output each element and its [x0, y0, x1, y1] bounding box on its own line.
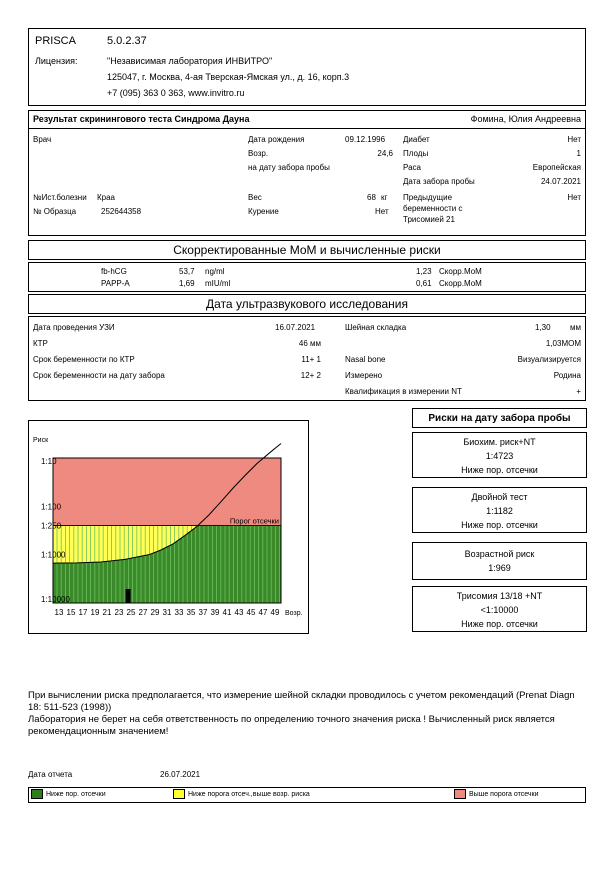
prev-value: Нет [567, 193, 581, 202]
smoking-label: Курение [248, 207, 279, 216]
legend-swatch-red [454, 789, 466, 799]
us-title-box [28, 294, 586, 314]
sample-no-label: № Образца [33, 207, 77, 216]
x-tick-label: 41 [222, 608, 232, 617]
measured-value: Родина [553, 371, 581, 380]
term-ktr-label: Срок беременности по КТР [33, 355, 135, 364]
risk-card [412, 542, 587, 580]
legend-label: Ниже пор. отсечки [46, 791, 106, 798]
x-tick-label: 37 [198, 608, 208, 617]
app-version: 5.0.2.37 [107, 35, 147, 47]
license-label: Лицензия: [35, 56, 78, 66]
ktr-label: КТР [33, 339, 48, 348]
legend-swatch-green [31, 789, 43, 799]
y-tick-label: 1:10 [41, 457, 57, 466]
nasal-value: Визуализируется [517, 355, 581, 364]
sample-no-value: 252644358 [101, 207, 142, 216]
mom-row-unit: mIU/ml [205, 279, 231, 288]
risk-value: 1:969 [488, 563, 511, 573]
qual-value: + [576, 387, 581, 396]
us-date-label: Дата проведения УЗИ [33, 323, 115, 332]
dob-label: Дата рождения [248, 135, 305, 144]
mom-title-box [28, 240, 586, 260]
fetuses-label: Плоды [403, 149, 429, 158]
risk-name: Двойной тест [471, 492, 528, 502]
x-tick-label: 33 [174, 608, 184, 617]
legend-swatch-yellow [173, 789, 185, 799]
title-divider [29, 128, 585, 129]
weight-value: 68 [367, 193, 376, 202]
x-tick-label: 35 [186, 608, 196, 617]
result-title: Результат скринингового теста Синдрома Дауна [33, 114, 250, 124]
mom-row-mom: 0,61 [416, 279, 432, 288]
history-value: Краа [97, 193, 116, 202]
diabetes-label: Диабет [403, 135, 430, 144]
x-tick-label: 47 [258, 608, 268, 617]
x-tick-label: 13 [54, 608, 64, 617]
risk-name: Трисомия 13/18 +NT [456, 591, 543, 601]
prev-label-1: Предыдущие [403, 193, 453, 202]
legend-label: Выше порога отсечки [469, 791, 539, 798]
mom-title: Скорректированные МоМ и вычисленные риски [173, 243, 441, 257]
prev-label-3: Трисомией 21 [403, 215, 455, 224]
x-tick-label: 25 [126, 608, 136, 617]
legend-box [28, 787, 586, 803]
nt-mom: 1,03МОМ [545, 339, 581, 348]
sample-date-value: 24.07.2021 [540, 177, 581, 186]
x-tick-label: 43 [234, 608, 244, 617]
report-date-value: 26.07.2021 [160, 770, 201, 779]
age-value: 24,6 [377, 149, 393, 158]
report-date-label: Дата отчета [28, 770, 73, 779]
above-cutoff-area [53, 458, 281, 526]
doctor-label: Врач [33, 135, 52, 144]
risk-status: Ниже пор. отсечки [461, 520, 538, 530]
patient-box [28, 110, 586, 236]
lab-name: "Независимая лаборатория ИНВИТРО" [107, 56, 273, 66]
y-tick-label: 1:10000 [41, 595, 70, 604]
y-axis-label: Риск [33, 437, 49, 444]
footer-note-1: При вычислении риска предполагается, что измерение шейной складки проводилось с учетом рекомендаций (Prenat Diagn 18: 511-523 (1998)) [28, 690, 575, 713]
mom-box [28, 262, 586, 292]
x-tick-label: 45 [246, 608, 256, 617]
risk-value: <1:10000 [480, 605, 519, 615]
x-tick-label: 21 [102, 608, 112, 617]
qual-label: Квалификация в измерении NT [345, 387, 462, 396]
us-box [28, 316, 586, 401]
nt-label: Шейная складка [345, 323, 407, 332]
app-name: PRISCA [35, 35, 76, 47]
mom-row-mom: 1,23 [416, 267, 432, 276]
race-value: Европейская [532, 163, 581, 172]
term-ktr-value: 11+ 1 [301, 355, 321, 364]
us-title: Дата ультразвукового исследования [206, 297, 408, 311]
risk-chart [29, 421, 308, 633]
history-label: №Ист.болезни [33, 193, 87, 202]
x-tick-label: 23 [114, 608, 124, 617]
sample-date-label: Дата забора пробы [403, 177, 475, 186]
legend-item [454, 788, 539, 802]
fetuses-value: 1 [576, 149, 581, 158]
mom-row-name: fb-hCG [101, 267, 127, 276]
patient-name: Фомина, Юлия Андреевна [470, 114, 581, 124]
risks-title: Риски на дату забора пробы [412, 408, 587, 428]
x-tick-label: 27 [138, 608, 148, 617]
weight-unit: кг [381, 193, 388, 202]
legend-item [173, 788, 310, 802]
nasal-label: Nasal bone [345, 355, 386, 364]
lab-contacts: +7 (095) 363 0 363, www.invitro.ru [107, 88, 245, 98]
dob-value: 09.12.1996 [345, 135, 386, 144]
risk-chart-box [28, 420, 309, 634]
smoking-value: Нет [375, 207, 389, 216]
measured-label: Измерено [345, 371, 383, 380]
x-tick-label: 15 [66, 608, 76, 617]
race-label: Раса [403, 163, 421, 172]
risk-status: Ниже пор. отсечки [461, 619, 538, 629]
prev-label-2: беременности с [403, 204, 463, 213]
term-sample-value: 12+ 2 [300, 371, 321, 380]
risk-name: Возрастной риск [464, 549, 535, 559]
y-tick-label: 1:100 [41, 502, 62, 512]
nt-unit: мм [570, 323, 581, 332]
y-tick-label: 1:1000 [41, 550, 66, 560]
risk-card [412, 487, 587, 533]
x-axis-label: Возр. [285, 610, 303, 617]
mom-row-name: PAPP-A [101, 279, 130, 288]
mom-row-unit: ng/ml [205, 267, 225, 276]
mom-row-value: 1,69 [179, 279, 195, 288]
x-tick-label: 31 [162, 608, 172, 617]
y-tick-label: 1:250 [41, 521, 62, 531]
risk-name: Биохим. риск+NT [463, 437, 536, 447]
cutoff-label: Порог отсечки [229, 516, 279, 526]
x-tick-label: 49 [270, 608, 280, 617]
mom-row-value: 53,7 [179, 267, 195, 276]
x-tick-label: 19 [90, 608, 100, 617]
nt-value: 1,30 [535, 323, 551, 332]
term-sample-label: Срок беременности на дату забора [33, 371, 165, 380]
x-tick-label: 39 [210, 608, 220, 617]
patient-marker [126, 589, 131, 603]
lab-address: 125047, г. Москва, 4-ая Тверская-Ямская ул., д. 16, корп.3 [107, 72, 350, 82]
x-tick-label: 29 [150, 608, 160, 617]
footer-note-2: Лаборатория не берет на себя ответственность по определению точного значения риска ! Вычисленный риск является рекомендационным значением! [28, 714, 555, 737]
legend-label: Ниже порога отсеч.,выше возр. риска [188, 791, 310, 798]
us-date-value: 16.07.2021 [275, 323, 316, 332]
mom-row-mom-unit: Скорр.МоМ [439, 279, 482, 288]
risk-card [412, 586, 587, 632]
risk-card [412, 432, 587, 478]
diabetes-value: Нет [567, 135, 581, 144]
mom-row-mom-unit: Скорр.МоМ [439, 267, 482, 276]
risk-value: 1:1182 [486, 506, 513, 516]
risk-value: 1:4723 [485, 451, 514, 461]
age-label: Возр. [248, 149, 269, 158]
weight-label: Вес [248, 193, 262, 202]
ktr-value: 46 мм [298, 339, 321, 348]
age-at-label: на дату забора пробы [248, 163, 330, 172]
risk-status: Ниже пор. отсечки [461, 465, 538, 475]
header-box [28, 28, 586, 106]
x-tick-label: 17 [78, 608, 88, 617]
legend-item [31, 788, 106, 802]
